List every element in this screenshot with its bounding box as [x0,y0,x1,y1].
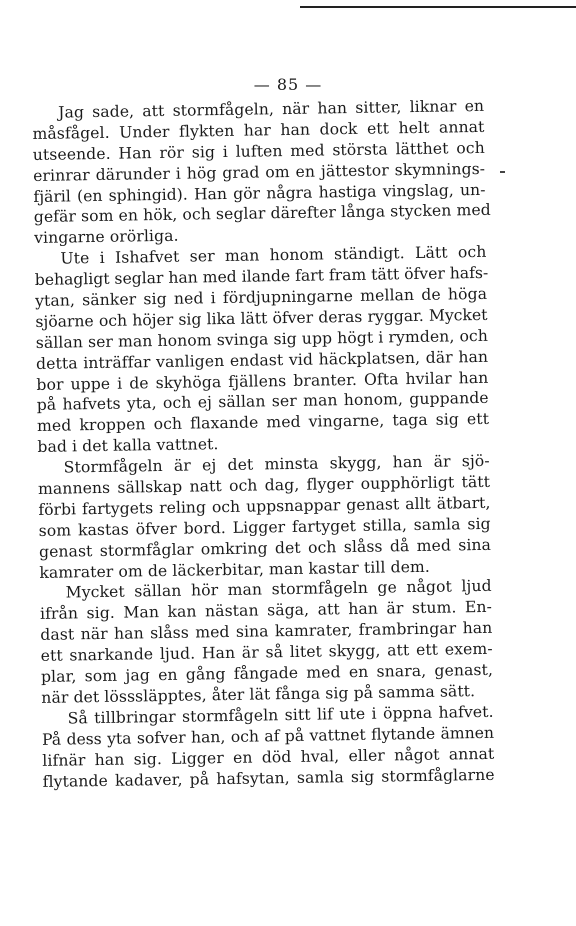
text-line: förbi fartygets reling och uppsnappar genast allt ätbart, [38,493,491,519]
text-line: när det lösssläpptes, åter lät fånga sig på samma sätt. [41,682,476,707]
paragraph [42,702,495,793]
text-line: Så tillbringar stormfågeln sitt lif ute i öppna hafvet. [67,702,494,728]
text-line: ytan, sänker sig ned i fördjupningarne mellan de höga [34,284,488,310]
text-line: på hafvets yta, och ej sällan ser man honom, guppande [36,389,489,415]
top-edge-rule [300,6,576,8]
body-text [32,96,495,792]
text-line: utseende. Han rör sig i luften med största lätthet och [32,138,485,164]
text-line: med kroppen och flaxande med vingarne, taga sig ett [36,410,490,436]
text-line: lifnär han sig. Ligger en död hval, eller något annat [42,744,495,770]
text-line: sällan ser man honom svinga sig upp högt i rymden, och [35,326,489,352]
text-line: behagligt seglar han med ilande fart fram tätt öfver hafs- [34,263,489,290]
text-line: gefär som en hök, och seglar därefter långa stycken med [33,201,491,227]
text-line: dast när han slåss med sina kamrater, frambringar han [40,619,493,645]
text-line: sjöarne och höjer sig lika lätt öfver deras ryggar. Mycket [35,305,488,331]
paragraph [32,96,491,249]
text-line: plar, som jag en gång fångade med en snara, genast, [40,660,494,686]
text-line: mannens sällskap natt och dag, flyger oupphörligt tätt [37,472,491,498]
text-line: måsfågel. Under flykten har han dock ett helt annat [32,117,485,143]
text-line: Mycket sällan hör man stormfågeln ge något ljud [65,577,492,603]
text-line: flytande kadaver, på hafsytan, samla sig stormfåglarne [42,765,495,791]
text-line: genast stormfåglar omkring det och slåss då med sina [38,535,492,561]
text-line: Ute i Ishafvet ser man honom ständigt. Lätt och [60,243,487,268]
text-line: detta inträffar vanligen endast vid häckplatsen, där han [35,347,489,373]
text-line: vingarne orörliga. [33,227,179,248]
text-line: kamrater om de läckerbitar, man kastar till dem. [39,557,431,582]
margin-mark [500,171,505,173]
text-line: som kastas öfver bord. Ligger fartyget stilla, samla sig [38,514,491,540]
paragraph [34,242,489,458]
text-line: bor uppe i de skyhöga fjällens branter. Ofta hvilar han [36,368,489,394]
page-number: — 85 — [253,75,323,94]
text-line: ett snarkande ljud. Han är så litet skygg, att ett exem- [40,639,493,666]
text-line: bad i det kalla vattnet. [37,435,219,457]
text-line: fjäril (en sphingid). Han gör några hastiga vingslag, un- [33,180,486,206]
text-line: erinrar därunder i hög grad om en jättestor skymnings- [33,159,486,185]
paragraph [40,576,494,708]
text-line: ifrån sig. Man kan nästan säga, att han är stum. En- [39,598,493,624]
text-line: Jag sade, att stormfågeln, när han sitter, liknar en [58,96,485,122]
paragraph [38,451,492,583]
text-line: På dess yta sofver han, och af på vattnet flytande ämnen [41,723,495,749]
text-line: Stormfågeln är ej det minsta skygg, han är sjö- [63,451,490,477]
